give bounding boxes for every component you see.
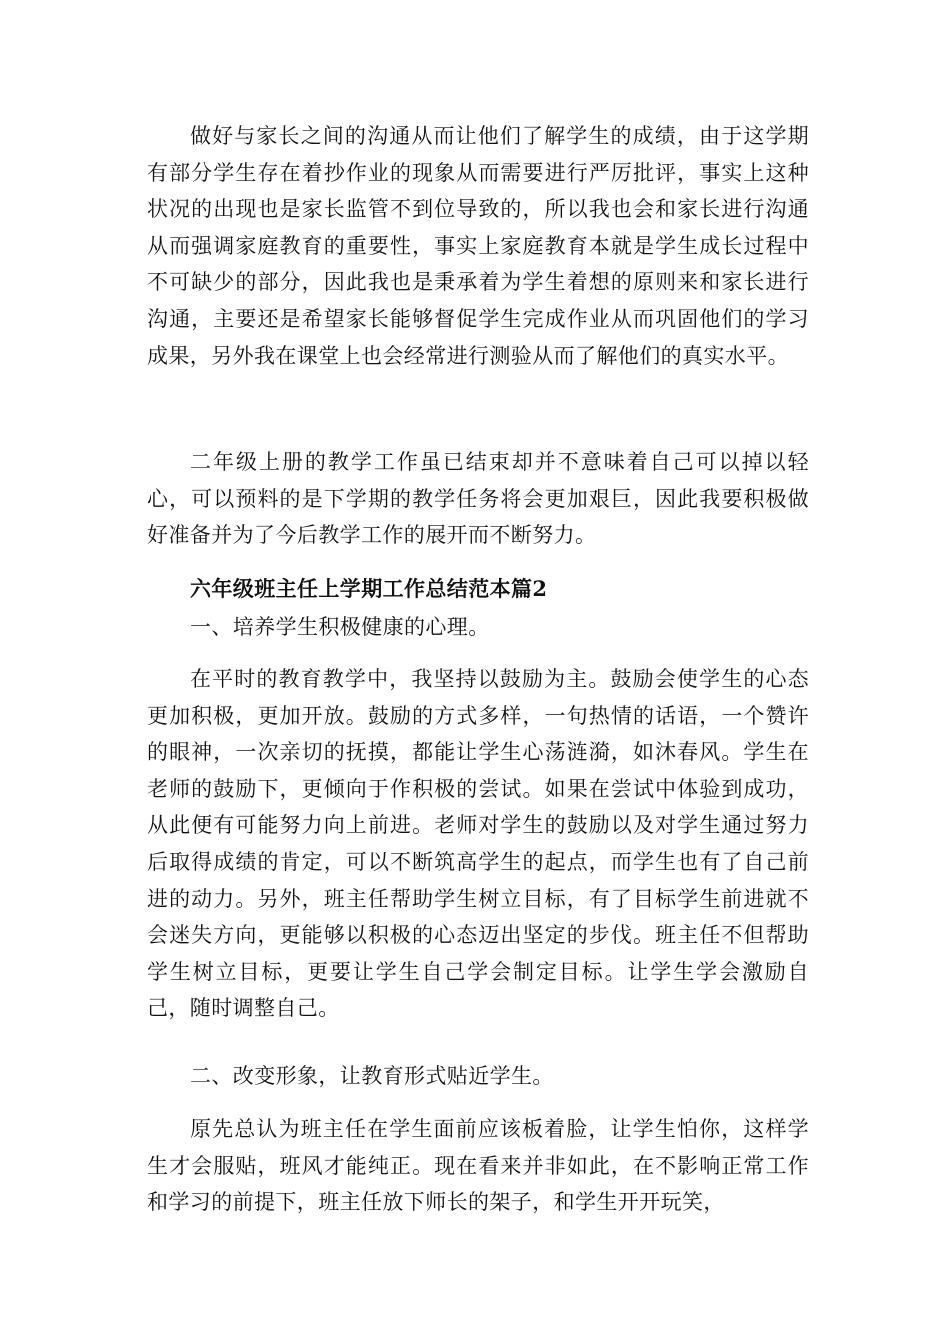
section-title: 六年级班主任上学期工作总结范本篇2 xyxy=(190,576,548,601)
paragraph-semester-end: 二年级上册的教学工作虽已结束却并不意味着自己可以掉以轻心，可以预料的是下学期的教学任务将会更加艰巨，因此我要积极做好准备并为了今后教学工作的展开而不断努力。 xyxy=(147,450,809,548)
subheading-healthy-psychology: 一、培养学生积极健康的心理。 xyxy=(190,615,490,639)
paragraph-encouragement: 在平时的教育教学中，我坚持以鼓励为主。鼓励会使学生的心态更加积极，更加开放。鼓励的方式多样，一句热情的话语，一个赞许的眼神，一次亲切的抚摸，都能让学生心荡涟漪，如沐春风。学生在老师的鼓励下，更倾向于作积极的尝试。如果在尝试中体验到成功，从此便有可能努力向上前进。老师对学生的鼓励以及对学生通过努力后取得成绩的肯定，可以不断筑高学生的起点，而学生也有了自己前进的动力。另外，班主任帮助学生树立目标，有了目标学生前进就不会迷失方向，更能够以积极的心态迈出坚定的步伐。班主任不但帮助学生树立目标，更要让学生自己学会制定目标。让学生学会激励自己，随时调整自己。 xyxy=(147,667,809,1021)
subheading-change-image: 二、改变形象，让教育形式贴近学生。 xyxy=(190,1064,554,1088)
paragraph-teacher-attitude: 原先总认为班主任在学生面前应该板着脸，让学生怕你，这样学生才会服贴，班风才能纯正。现在看来并非如此，在不影响正常工作和学习的前提下，班主任放下师长的架子，和学生开开玩笑， xyxy=(147,1117,809,1215)
paragraph-parent-communication: 做好与家长之间的沟通从而让他们了解学生的成绩，由于这学期有部分学生存在着抄作业的现象从而需要进行严厉批评，事实上这种状况的出现也是家长监管不到位导致的，所以我也会和家长进行沟通从而强调家庭教育的重要性，事实上家庭教育本就是学生成长过程中不可缺少的部分，因此我也是秉承着为学生着想的原则来和家长进行沟通，主要还是希望家长能够督促学生完成作业从而巩固他们的学习成果，另外我在课堂上也会经常进行测验从而了解他们的真实水平。 xyxy=(147,124,809,368)
